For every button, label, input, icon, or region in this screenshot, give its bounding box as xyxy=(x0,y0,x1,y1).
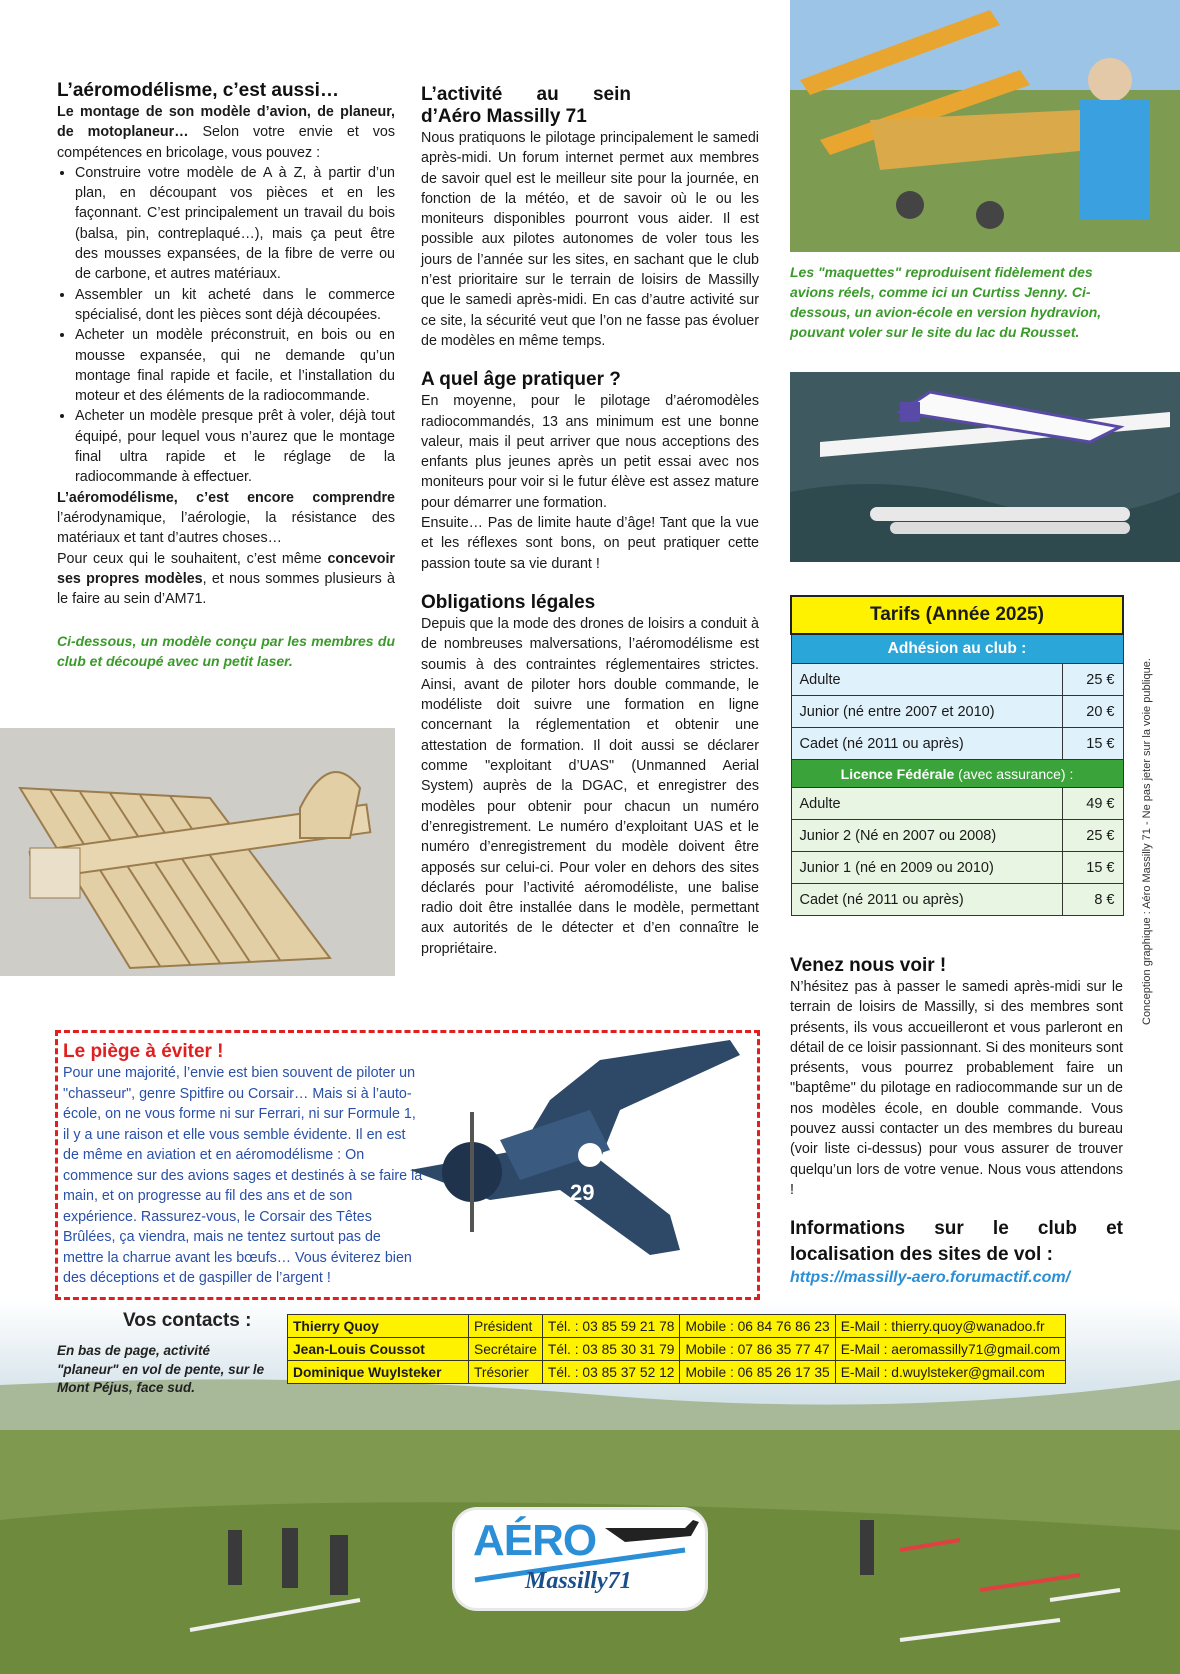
contact-mobile: Mobile : 07 86 35 77 47 xyxy=(680,1338,835,1361)
list-item: • Construire votre modèle de A à Z, à partir d’un plan, en découpant vos pièces et en les façonnant. C’est principalement un travail du bois (balsa, pin, contreplaqué…), mais ça peut être des mousses expansées, de la fibre de verre ou de carbone, et autres matériaux. xyxy=(75,163,395,285)
table-row xyxy=(791,788,1123,820)
tarif-price: 15 € xyxy=(1062,728,1123,760)
table-row xyxy=(791,884,1123,916)
licence-bold: Licence Fédérale xyxy=(840,765,955,782)
contact-email[interactable]: E-Mail : aeromassilly71@gmail.com xyxy=(835,1338,1065,1361)
col1-paragraph-3 xyxy=(57,549,395,610)
col1-paragraph-2 xyxy=(57,488,395,549)
tarif-label: Junior 2 (Né en 2007 ou 2008) xyxy=(791,820,1062,852)
contact-tel: Tél. : 03 85 59 21 78 xyxy=(542,1315,680,1338)
plane-number: 29 xyxy=(570,1180,595,1205)
seaplane-photo xyxy=(790,372,1180,562)
col1-intro-bold: Le montage de son modèle d’avion, de planeur, de motoplaneur… xyxy=(57,104,395,141)
seaplane-icon xyxy=(790,372,1180,562)
tarif-label: Adulte xyxy=(791,664,1062,696)
tarif-price: 8 € xyxy=(1062,884,1123,916)
balsa-model-photo xyxy=(0,728,395,976)
corsair-illustration xyxy=(400,1040,760,1290)
contact-mobile: Mobile : 06 84 76 86 23 xyxy=(680,1315,835,1338)
contact-name: Thierry Quoy xyxy=(288,1315,469,1338)
col2-text-age: En moyenne, pour le pilotage d’aéromodèles radiocommandés, 13 ans minimum est une bonne valeur, mais il peut arriver que nous acceptions des enfants plus jeunes après un petit essai avec nos moniteurs pour voir si le futur élève est assez mature pour démarrer une formation. xyxy=(421,393,759,511)
venez-text: N’hésitez pas à passer le samedi après-midi sur le terrain de loisirs de Massilly, si des membres sont présents, ils vous accueilleront et vous parleront en détail de ce loisir passionnant. Si des moniteurs sont présents, vous pourrez probablement faire un "baptême" du pilotage en radiocommande sur un de nos modèles école, en double commande. Vous pouvez aussi contacter un des membres du bureau (voir liste ci-dessus) pour vous assurer de trouver quelqu’un lors de votre venue. Nous vous attendons ! xyxy=(790,979,1123,1198)
trap-text: Pour une majorité, l’envie est bien souvent de piloter un "chasseur", genre Spitfire ou Corsair… Mais si à l’auto-école, on ne vous forme ni sur Ferrari, ni sur Formule 1, il y a une raison et elle vous semble évidente. Il en est de même en aviation et en aéromodélisme : On commence sur des avions sages et destinés à se faire la main, et on progresse au fil des ans et de son expérience. Rassurez-vous, le Corsair des Têtes Brûlées, ça viendra, mais ne tentez surtout pas de mettre la charrue avant les bœufs… Vous éviterez bien des déceptions et de gaspiller de l’argent ! xyxy=(63,1065,423,1286)
col1-intro-rest: Selon votre envie et vos compétences en bricolage, vous pouvez : xyxy=(57,124,395,161)
table-row xyxy=(791,728,1123,760)
tarifs-licence-header xyxy=(791,760,1123,788)
tarif-price: 15 € xyxy=(1062,852,1123,884)
venez-section xyxy=(790,955,1123,1289)
contact-name: Jean-Louis Coussot xyxy=(288,1338,469,1361)
col1-caption: Ci-dessous, un modèle conçu par les membres du club et découpé avec un petit laser. xyxy=(57,633,395,670)
col1-p2-rest: l’aérodynamique, l’aérologie, la résistance des matériaux et tant d’autres choses… xyxy=(57,509,395,547)
column-1 xyxy=(57,80,395,671)
corsair-plane-icon xyxy=(400,1040,760,1290)
col2-heading-activity: L’activité au sein d’Aéro Massilly 71 xyxy=(421,84,631,127)
tarif-label: Cadet (né 2011 ou après) xyxy=(791,884,1062,916)
contact-tel: Tél. : 03 85 37 52 12 xyxy=(542,1361,680,1384)
tarif-label: Junior (né entre 2007 et 2010) xyxy=(791,696,1062,728)
col1-p2-bold: L’aéromodélisme, c’est encore comprendre xyxy=(57,489,395,506)
tarifs-adhesion-header: Adhésion au club : xyxy=(791,634,1123,664)
tarif-label: Cadet (né 2011 ou après) xyxy=(791,728,1062,760)
contacts-table xyxy=(287,1314,1066,1384)
trap-title: Le piège à éviter ! xyxy=(63,1041,224,1062)
curtiss-jenny-photo xyxy=(790,0,1180,252)
col1-intro xyxy=(57,102,395,163)
col2-text-activity: Nous pratiquons le pilotage principalement le samedi après-midi. Un forum internet permet aux membres de savoir quel est le meilleur site pour la journée, en fonction de la météo, et de savoir où le ou les moniteurs disponibles pourront vous aider. Il est possible aux pilotes autonomes de voler tous les jours de l’année sur les sites, en sachant que le club n’est prioritaire sur le terrain de loisirs de Massilly que le samedi après-midi. En cas d’autre activité sur ce site, la sécurité veut que l’on ne fasse pas évoluer de modèles en même temps. xyxy=(421,130,759,349)
table-row xyxy=(791,696,1123,728)
table-row xyxy=(288,1315,1066,1338)
contacts-caption: En bas de page, activité "planeur" en vol de pente, sur le Mont Péjus, face sud. xyxy=(57,1343,265,1395)
contact-tel: Tél. : 03 85 30 31 79 xyxy=(542,1338,680,1361)
col2-text-age-2: Ensuite… Pas de limite haute d’âge! Tant que la vue et les réflexes sont bons, on peut pratiquer cette passion toute sa vie durant ! xyxy=(421,515,759,572)
column-2 xyxy=(421,84,759,959)
tarifs-title: Tarifs (Année 2025) xyxy=(791,596,1123,634)
contact-role: Secrétaire xyxy=(469,1338,543,1361)
col1-heading: L’aéromodélisme, c’est aussi… xyxy=(57,80,339,101)
table-row xyxy=(288,1361,1066,1384)
contact-name: Dominique Wuylsteker xyxy=(288,1361,469,1384)
forum-link[interactable]: https://massilly-aero.forumactif.com/ xyxy=(790,1269,1071,1287)
contact-role: Trésorier xyxy=(469,1361,543,1384)
tarif-price: 25 € xyxy=(1062,664,1123,696)
table-row xyxy=(288,1338,1066,1361)
side-credit: Conception graphique : Aéro Massilly 71 - Ne pas jeter sur la voie publique. xyxy=(1141,658,1153,1025)
contact-email[interactable]: E-Mail : d.wuylsteker@gmail.com xyxy=(835,1361,1065,1384)
col1-p3-a: Pour ceux qui le souhaitent, c’est même xyxy=(57,550,328,567)
col1-p3-b: , et nous sommes plusieurs à le faire au sein d’AM71. xyxy=(57,570,395,608)
tarif-label: Adulte xyxy=(791,788,1062,820)
tarif-label: Junior 1 (né en 2009 ou 2010) xyxy=(791,852,1062,884)
list-item: • Assembler un kit acheté dans le commerce spécialisé, dont les pièces sont déjà découpées. xyxy=(75,285,395,326)
contact-email[interactable]: E-Mail : thierry.quoy@wanadoo.fr xyxy=(835,1315,1065,1338)
col1-bullet-list xyxy=(57,163,395,488)
info-heading: Informations sur le club et localisation des sites de vol : xyxy=(790,1218,1123,1266)
balsa-airframe-icon xyxy=(0,728,395,976)
aero-massilly-logo xyxy=(455,1510,705,1608)
col2-heading-legal: Obligations légales xyxy=(421,591,596,613)
col1-p3-bold: concevoir ses propres modèles xyxy=(57,550,395,587)
contact-mobile: Mobile : 06 85 26 17 35 xyxy=(680,1361,835,1384)
col3-caption: Les "maquettes" reproduisent fidèlement des avions réels, comme ici un Curtiss Jenny. Ci-dessous, un avion-école en version hydravion, pouvant voler sur le site du lac du Rousset. xyxy=(790,264,1102,340)
venez-heading: Venez nous voir ! xyxy=(790,955,947,976)
contact-role: Président xyxy=(469,1315,543,1338)
tarif-price: 20 € xyxy=(1062,696,1123,728)
col2-text-legal: Depuis que la mode des drones de loisirs a conduit à de nombreuses malversations, l’aéromodélisme est soumis à des contraintes réglementaires strictes. Ainsi, avant de piloter hors double commande, le modéliste doit suivre une formation en ligne concernant la réglementation et obtenir une attestation de formation. Il doit aussi se déclarer comme "exploitant d’UAS" (Unmanned Aerial System) auprès de la DGAC, et enregistrer des modèles pour obtenir pour chacun un numéro d’enregistrement. Le numéro d’exploitant UAS et le numéro d’enregistrement du modèle doivent être apposés sur celui-ci. Pour voler en dehors des sites déclarés pour l’activité aéromodéliste, une balise radio doit être installée dans le modèle, permettant aux autorités de le détecter et d’en connaître le propriétaire. xyxy=(421,615,759,957)
licence-rest: (avec assurance) : xyxy=(954,765,1074,782)
tarif-price: 49 € xyxy=(1062,788,1123,820)
logo-bottom-text: Massilly71 xyxy=(525,1568,632,1594)
col2-heading-age: A quel âge pratiquer ? xyxy=(421,369,621,391)
list-item: • Acheter un modèle presque prêt à voler, déjà tout équipé, pour lequel vous n’aurez que le montage final ultra rapide et le réglage de la radiocommande à effectuer. xyxy=(75,406,395,487)
table-row xyxy=(791,820,1123,852)
logo-top-text: AÉRO xyxy=(473,1516,597,1565)
list-item: • Acheter un modèle préconstruit, en bois ou en mousse expansée, qui ne demande qu’un montage final rapide et facile, et l’installation du moteur et des éléments de la radiocommande. xyxy=(75,325,395,406)
tarif-price: 25 € xyxy=(1062,820,1123,852)
biplane-icon xyxy=(790,0,1180,252)
tarifs-table xyxy=(790,595,1124,916)
table-row xyxy=(791,664,1123,696)
table-row xyxy=(791,852,1123,884)
contacts-title: Vos contacts : xyxy=(123,1310,252,1331)
